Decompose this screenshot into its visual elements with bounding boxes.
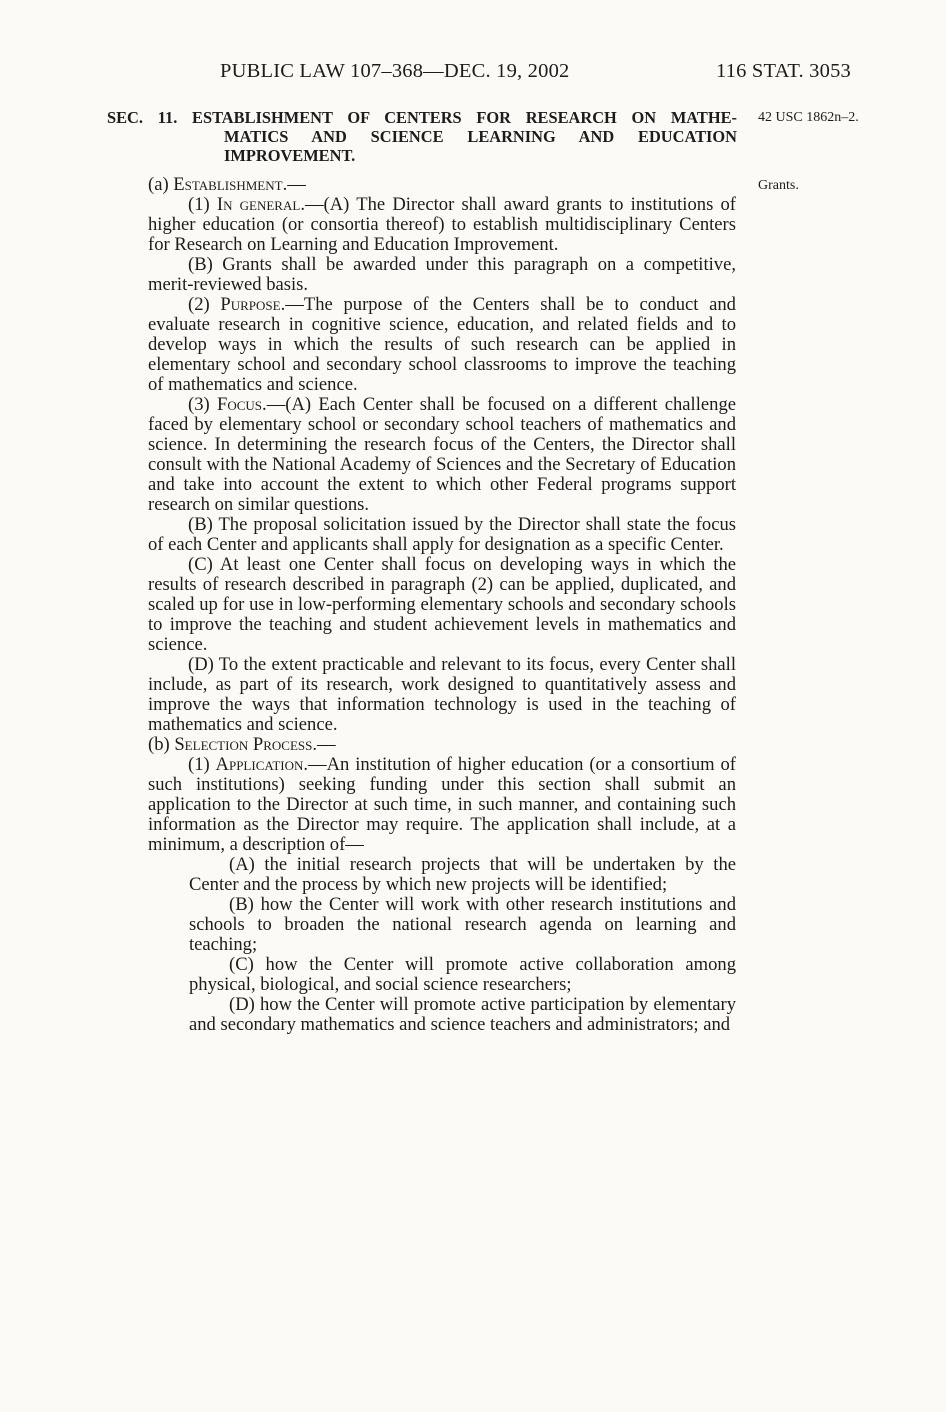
label: (b): [148, 734, 175, 755]
margin-note-grants: Grants.: [758, 178, 799, 193]
subsection-b-heading: [148, 735, 736, 755]
paragraph-a3: [148, 395, 736, 515]
paragraph-b1b: (B) how the Center will work with other research institutions and schools to broaden the national research agenda on learning and teaching;: [189, 894, 736, 955]
label: (1): [188, 194, 217, 215]
paragraph-a3d: (D) To the extent practicable and relevant to its focus, every Center shall include, as part of its research, work designed to quantitatively assess and improve the ways that information technology is used in the teaching of mathematics and science.: [148, 654, 736, 735]
dash: .—: [282, 174, 306, 195]
paragraph-b1d: (D) how the Center will promote active participation by elementary and secondary mathematics and science teachers and administrators; and: [189, 994, 736, 1035]
label: (3): [188, 394, 218, 415]
heading: In general: [216, 194, 301, 215]
section-title-rest: MATICS AND SCIENCE LEARNING AND EDUCATION IMPROVEMENT.: [224, 127, 737, 165]
heading: Purpose: [220, 294, 281, 315]
label: (a): [148, 174, 174, 195]
paragraph-a3c: (C) At least one Center shall focus on developing ways in which the results of research described in paragraph (2) can be applied, duplicated, and scaled up for use in low-performing elementary schools and secondary schools to improve the teaching and student achievement levels in mathematics and science.: [148, 554, 736, 655]
paragraph-b1c: (C) how the Center will promote active collaboration among physical, biological, and social science researchers;: [189, 954, 736, 995]
text: .—(A) The Director shall award grants to institutions of higher education (or consortia thereof) to establish multidisciplinary Centers for Research on Learning and Education Improvement.: [148, 194, 736, 255]
heading: Establishment: [173, 174, 283, 195]
label: (2): [188, 294, 221, 315]
text: .—An institution of higher education (or a consortium of such institutions) seeking funding under this section shall submit an application to the Director at such time, in such manner, and containing such information as the Director may require. The application shall include, at a minimum, a description of—: [148, 754, 736, 855]
text: .—(A) Each Center shall be focused on a different challenge faced by elementary school or secondary school teachers of mathematics and science. In determining the research focus of the Centers, the Director shall consult with the National Academy of Sciences and the Secretary of Education and take into account the extent to which other Federal programs support research on similar questions.: [148, 394, 736, 515]
text: .—The purpose of the Centers shall be to conduct and evaluate research in cognitive science, education, and related fields and to develop ways in which the results of such research can be applied in elementary school and secondary school classrooms to improve the teaching of mathematics and science.: [148, 294, 736, 395]
section-body: [148, 175, 736, 1035]
subsection-a-heading: [148, 175, 736, 195]
running-header: PUBLIC LAW 107–368—DEC. 19, 2002: [220, 60, 570, 82]
paragraph-a1b: (B) Grants shall be awarded under this paragraph on a competitive, merit-reviewed basis.: [148, 254, 736, 295]
paragraph-a2: [148, 295, 736, 395]
dash: .—: [312, 734, 336, 755]
paragraph-a3b: (B) The proposal solicitation issued by the Director shall state the focus of each Center and applicants shall apply for designation as a specific Center.: [148, 514, 736, 555]
heading: Selection Process: [174, 734, 313, 755]
paragraph-b1a: (A) the initial research projects that will be undertaken by the Center and the process by which new projects will be identified;: [189, 854, 736, 895]
paragraph-b1: [148, 755, 736, 855]
section-heading-line1: [107, 108, 737, 127]
margin-note-usc: 42 USC 1862n–2.: [758, 110, 859, 125]
stat-page-number: 116 STAT. 3053: [716, 60, 851, 82]
section-heading: [107, 108, 737, 165]
paragraph-a1: [148, 195, 736, 255]
section-11: [107, 108, 737, 1035]
section-title-line1: ESTABLISHMENT OF CENTERS FOR RESEARCH ON MATHE-: [192, 108, 737, 127]
label: (1): [188, 754, 216, 775]
heading: Application: [215, 754, 304, 775]
heading: Focus: [217, 394, 263, 415]
section-number: SEC. 11.: [107, 108, 178, 127]
